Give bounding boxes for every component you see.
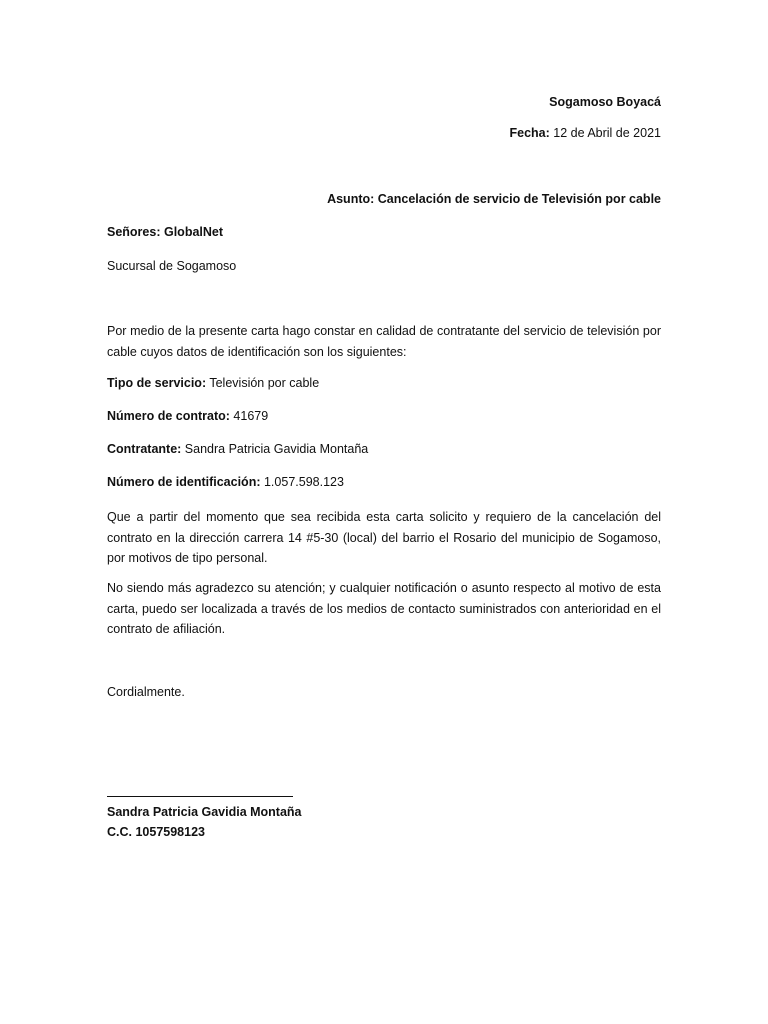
closing: Cordialmente. <box>107 685 185 699</box>
field-label: Número de identificación: <box>107 475 261 489</box>
date-label: Fecha: <box>509 126 550 140</box>
location-line: Sogamoso Boyacá <box>549 95 661 109</box>
field-contract-number <box>107 409 268 423</box>
field-value: 1.057.598.123 <box>263 475 344 489</box>
branch-line: Sucursal de Sogamoso <box>107 259 237 273</box>
subject-line <box>327 192 661 206</box>
field-label: Contratante: <box>107 442 182 456</box>
recipient-value: GlobalNet <box>163 225 224 239</box>
signature-line <box>107 796 293 797</box>
field-id-number <box>107 475 344 489</box>
date-line <box>509 126 661 140</box>
signature-name: Sandra Patricia Gavidia Montaña <box>107 805 302 819</box>
recipient-line <box>107 225 223 239</box>
field-label: Tipo de servicio: <box>107 376 207 390</box>
recipient-label: Señores: <box>107 225 161 239</box>
date-value: 12 de Abril de 2021 <box>553 126 661 140</box>
subject-value: Cancelación de servicio de Televisión por cable <box>377 192 661 206</box>
body-paragraph-contact: No siendo más agradezco su atención; y cualquier notificación o asunto respecto al motivo de esta carta, puedo ser localizada a través de los medios de contacto suministrados con anterioridad en el contrato de afiliación. <box>107 581 661 636</box>
body-paragraph-request: Que a partir del momento que sea recibida esta carta solicito y requiero de la cancelación del contrato en la dirección carrera 14 #5-30 (local) del barrio el Rosario del municipio de Sogamoso, por motivos de tipo personal. <box>107 510 661 565</box>
field-contractor <box>107 442 368 456</box>
subject-label: Asunto: <box>327 192 375 206</box>
field-value: Televisión por cable <box>209 376 320 390</box>
intro-paragraph: Por medio de la presente carta hago constar en calidad de contratante del servicio de televisión por cable cuyos datos de identificación son los siguientes: <box>107 324 661 359</box>
field-service-type <box>107 376 319 390</box>
field-value: 41679 <box>233 409 269 423</box>
signature-id: C.C. 1057598123 <box>107 825 205 839</box>
field-value: Sandra Patricia Gavidia Montaña <box>184 442 369 456</box>
field-label: Número de contrato: <box>107 409 230 423</box>
